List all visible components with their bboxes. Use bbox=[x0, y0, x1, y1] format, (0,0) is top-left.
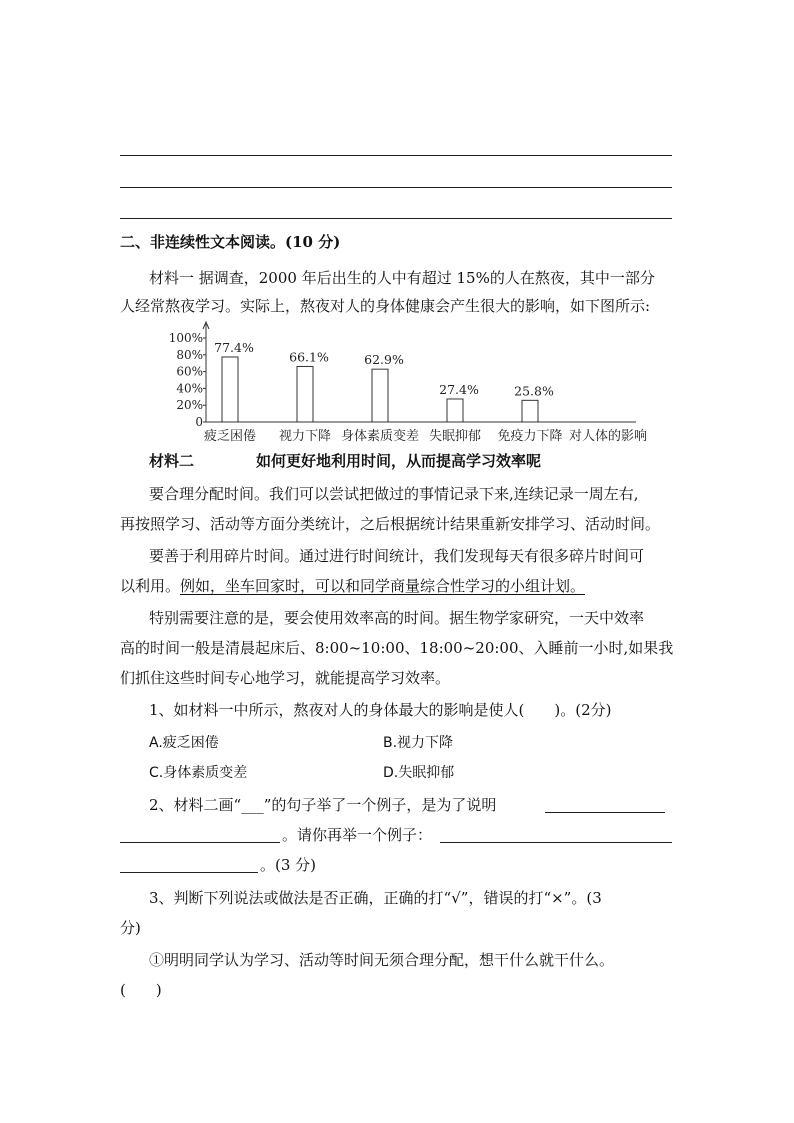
bar-value-label: 66.1% bbox=[289, 349, 329, 365]
q1-option-c: C.身体素质变差 bbox=[149, 765, 248, 781]
category-label: 失眠抑郁 bbox=[428, 429, 482, 444]
y-tick-label: 80% bbox=[176, 347, 203, 362]
q2-line2: 。请你再举一个例子： bbox=[282, 826, 433, 844]
bar bbox=[372, 369, 388, 422]
q1-option-b: B.视力下降 bbox=[383, 735, 454, 751]
bar bbox=[522, 400, 538, 422]
answer-line-2 bbox=[120, 187, 672, 188]
q3-line2: 分) bbox=[120, 919, 141, 937]
material2-label: 材料二 bbox=[149, 452, 195, 470]
material2-p1-line2: 再按照学习、活动等方面分类统计，之后根据统计结果重新安排学习、活动时间。 bbox=[120, 515, 661, 533]
q2-blank-1[interactable] bbox=[545, 812, 665, 813]
y-tick-label: 100% bbox=[168, 331, 203, 345]
q2-line3: 。(3 分) bbox=[260, 856, 317, 874]
material2-title: 如何更好地利用时间，从而提高学习效率呢 bbox=[256, 452, 542, 470]
y-tick-label: 0 bbox=[195, 415, 203, 429]
material2-p2-line2 bbox=[120, 576, 585, 596]
bar-value-label: 25.8% bbox=[514, 383, 554, 399]
material2-p1-line1: 要合理分配时间。我们可以尝试把做过的事情记录下来,连续记录一周左右, bbox=[149, 485, 639, 503]
q1-option-d: D.失眠抑郁 bbox=[383, 765, 455, 781]
y-tick-label: 20% bbox=[176, 398, 203, 413]
q2-blank-4[interactable] bbox=[120, 872, 258, 873]
y-tick-label: 40% bbox=[176, 381, 203, 396]
section-heading: 二、非连续性文本阅读。(10 分) bbox=[120, 233, 341, 251]
answer-line-1 bbox=[120, 155, 672, 156]
sleep-impact-bar-chart bbox=[166, 318, 666, 446]
category-label: 免疫力下降 bbox=[497, 429, 563, 444]
category-label: 疲乏困倦 bbox=[203, 429, 257, 444]
bar-value-label: 62.9% bbox=[364, 352, 404, 368]
underlined-example-sentence: 例如，坐车回家时，可以和同学商量综合性学习的小组计划。 bbox=[180, 577, 586, 595]
material2-p3-line3: 们抓住这些时间专心地学习，就能提高学习效率。 bbox=[120, 669, 451, 687]
material2-p3-line2: 高的时间一般是清晨起床后、8:00~10:00、18:00~20:00、入睡前一小时,如果我 bbox=[120, 639, 674, 657]
answer-line-3 bbox=[120, 218, 672, 219]
q2-line1: 2、材料二画“___”的句子举了一个例子，是为了说明 bbox=[149, 796, 497, 814]
y-tick-label: 60% bbox=[176, 364, 203, 379]
q1-stem: 1、如材料一中所示，熬夜对人的身体最大的影响是使人( )。(2分) bbox=[149, 701, 612, 719]
material2-p3-line1: 特别需要注意的是，要会使用效率高的时间。据生物学家研究，一天中效率 bbox=[149, 609, 645, 627]
q3-line1: 3、判断下列说法或做法是否正确，正确的打“√”，错误的打“×”。(3 bbox=[149, 889, 602, 907]
x-axis-label: 对人体的影响 bbox=[568, 429, 648, 444]
category-label: 视力下降 bbox=[278, 429, 332, 444]
bar bbox=[297, 366, 313, 422]
material1-line1: 材料一 据调查，2000 年后出生的人中有超过 15%的人在熬夜，其中一部分 bbox=[149, 269, 655, 287]
bar bbox=[222, 357, 238, 422]
bar bbox=[447, 399, 463, 422]
q2-blank-2[interactable] bbox=[120, 842, 280, 843]
q3-item1: ①明明同学认为学习、活动等时间无须合理分配，想干什么就干什么。 bbox=[149, 951, 615, 969]
bar-value-label: 27.4% bbox=[439, 381, 479, 397]
material2-p2-prefix: 以利用。 bbox=[120, 577, 181, 595]
q2-blank-3[interactable] bbox=[440, 842, 672, 843]
category-label: 身体素质变差 bbox=[340, 429, 420, 444]
material1-line2: 人经常熬夜学习。实际上，熬夜对人的身体健康会产生很大的影响，如下图所示: bbox=[120, 297, 651, 315]
bar-value-label: 77.4% bbox=[214, 339, 254, 355]
q1-option-a: A.疲乏困倦 bbox=[149, 735, 219, 751]
material2-p2-line1: 要善于利用碎片时间。通过进行时间统计，我们发现每天有很多碎片时间可 bbox=[149, 547, 645, 565]
q3-item1-answer-paren[interactable]: ( ) bbox=[120, 981, 162, 999]
